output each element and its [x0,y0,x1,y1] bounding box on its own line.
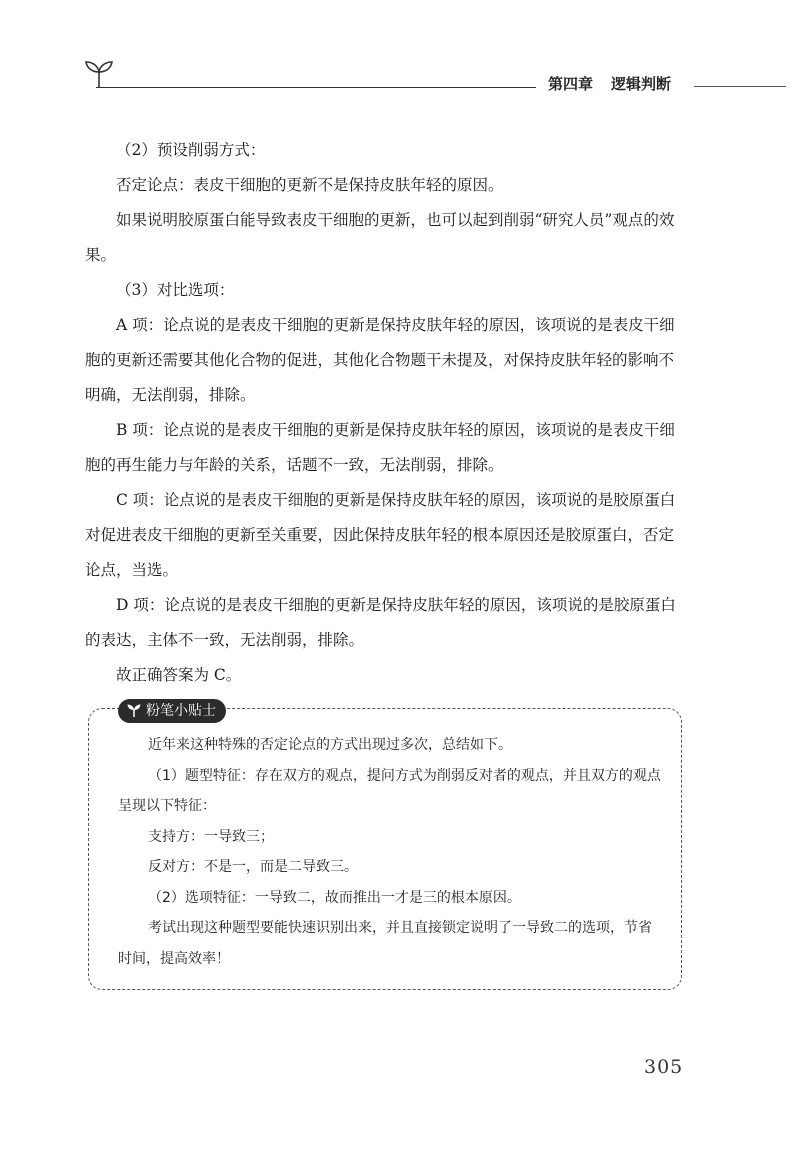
chapter-number: 第四章 [548,75,594,93]
paragraph: 如果说明胶原蛋白能导致表皮干细胞的更新，也可以起到削弱“研究人员”观点的效果。 [85,211,675,264]
tip-paragraph: 考试出现这种题型要能快速识别出来，并且直接锁定说明了一导致二的选项，节省时间，提高效率！ [118,920,652,967]
tip-paragraph: 近年来这种特殊的否定论点的方式出现过多次，总结如下。 [148,737,512,753]
option-analysis-a: A 项：论点说的是表皮干细胞的更新是保持皮肤年轻的原因，该项说的是表皮干细胞的更新还需要其他化合物的促进，其他化合物题干未提及，对保持皮肤年轻的影响不明确，无法削弱，排除。 [85,316,675,404]
page-number: 305 [644,1056,684,1078]
section-heading: （3）对比选项： [116,281,235,299]
paragraph: 否定论点：表皮干细胞的更新不是保持皮肤年轻的原因。 [116,176,504,194]
option-analysis-b: B 项：论点说的是表皮干细胞的更新是保持皮肤年轻的原因，该项说的是表皮干细胞的再生能力与年龄的关系，话题不一致，无法削弱，排除。 [85,421,675,474]
main-text [85,133,683,693]
tip-badge [118,699,226,723]
chapter-title: 逻辑判断 [611,75,672,93]
tip-paragraph: 反对方：不是一，而是二导致三。 [148,859,358,875]
tip-paragraph: （2）选项特征：一导致二，故而推出一才是三的根本原因。 [148,889,521,906]
sprout-icon [126,702,142,718]
page-header [0,0,800,110]
tip-badge-label: 粉笔小贴士 [146,703,216,719]
option-analysis-c: C 项：论点说的是表皮干细胞的更新是保持皮肤年轻的原因，该项说的是胶原蛋白对促进表皮干细胞的更新至关重要，因此保持皮肤年轻的根本原因还是胶原蛋白，否定论点，当选。 [85,491,676,579]
tip-paragraph: （1）题型特征：存在双方的观点，提问方式为削弱反对者的观点，并且双方的观点呈现以下特征： [118,767,661,814]
header-rule-left [96,87,536,88]
header-rule-right [694,86,786,87]
answer-line: 故正确答案为 C。 [116,666,242,684]
chapter-heading [548,72,671,96]
tip-body [118,730,664,974]
section-heading: （2）预设削弱方式： [116,141,266,159]
tip-paragraph: 支持方：一导致三； [148,828,274,845]
option-analysis-d: D 项：论点说的是表皮干细胞的更新是保持皮肤年轻的原因，该项说的是胶原蛋白的表达，主体不一致，无法削弱，排除。 [85,596,676,649]
